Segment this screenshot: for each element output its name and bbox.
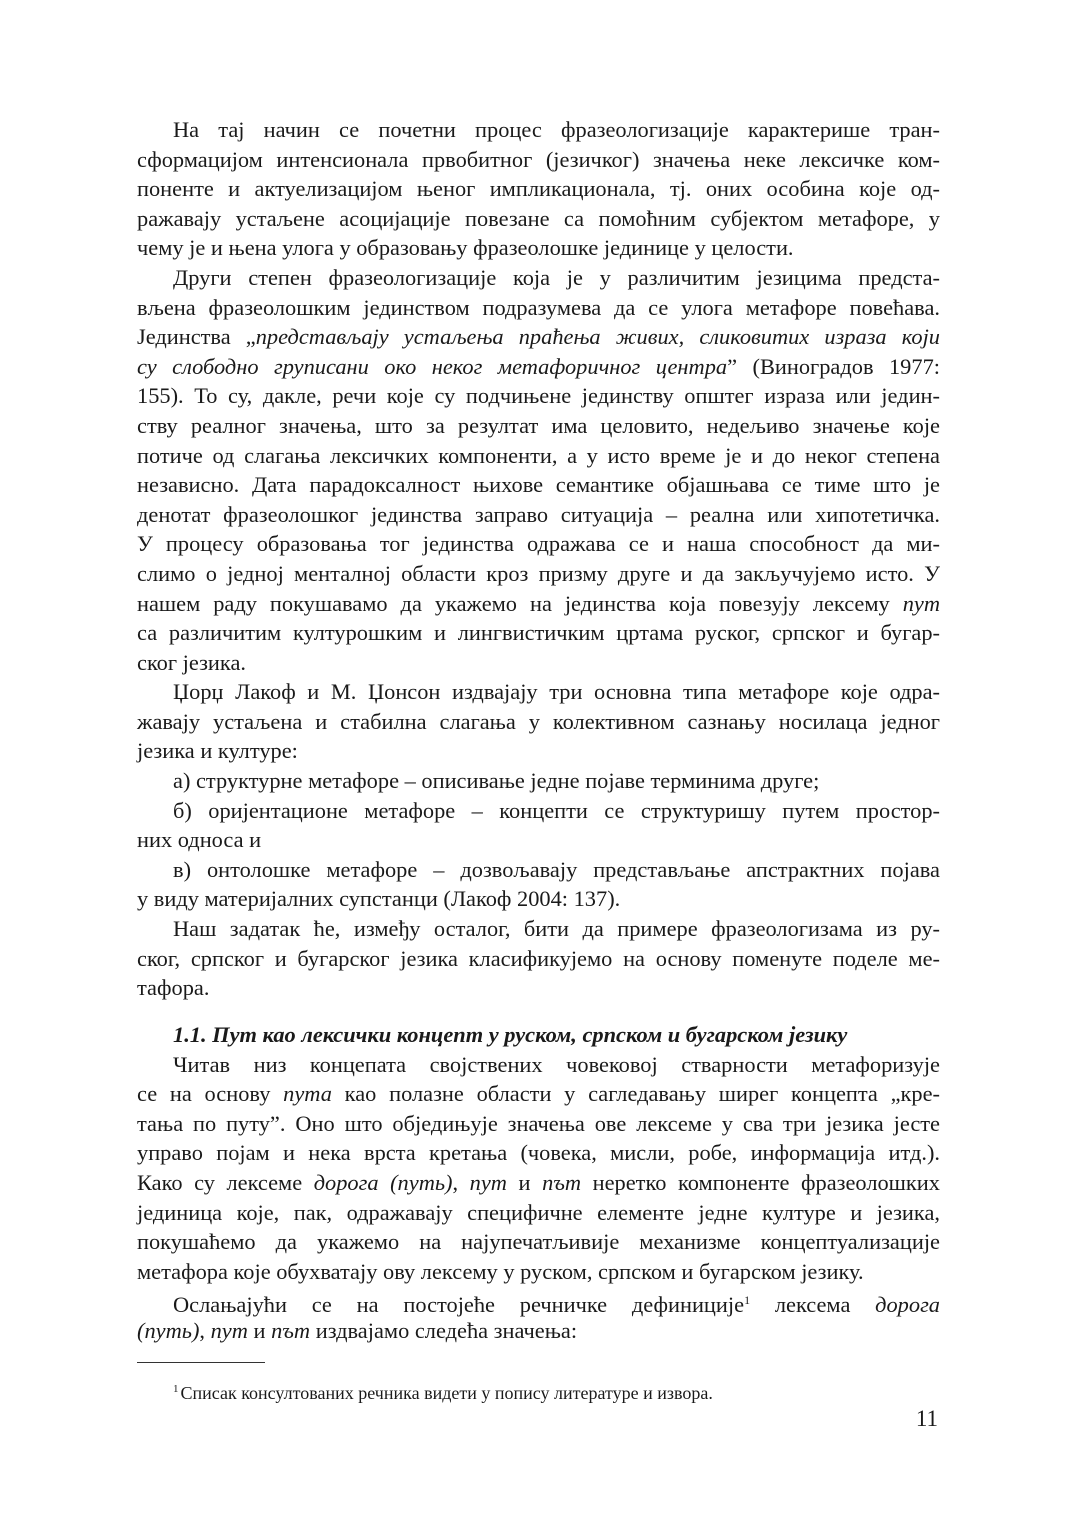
text-line bbox=[137, 470, 940, 500]
text-run: в) онтолошке метафоре – дозвољавају представљање апстрактних појава bbox=[173, 856, 940, 882]
text-line bbox=[137, 796, 940, 826]
text-run: Јединства „ bbox=[137, 324, 256, 350]
italic-text: пут bbox=[469, 1169, 507, 1195]
text-run: и bbox=[247, 1317, 272, 1343]
text-line bbox=[137, 381, 940, 411]
italic-text: дорога (путь) bbox=[313, 1169, 453, 1195]
text-line bbox=[137, 115, 940, 145]
text-line bbox=[137, 1138, 940, 1168]
italic-text: (путь) bbox=[137, 1317, 200, 1343]
text-run: вљена фразеолошким јединством подразумева да се улога метафоре повећава. bbox=[137, 294, 940, 320]
text-run: Џорџ Лакоф и М. Џонсон издвајају три основна типа метафоре које одра- bbox=[173, 679, 940, 705]
text-line bbox=[137, 263, 940, 293]
text-line bbox=[137, 1286, 940, 1316]
text-run: издвајамо следећа значења: bbox=[310, 1317, 578, 1343]
text-line bbox=[137, 1316, 940, 1346]
body-text-section bbox=[137, 115, 940, 1003]
text-run: , bbox=[199, 1317, 211, 1343]
text-line bbox=[137, 973, 940, 1003]
text-line bbox=[137, 944, 940, 974]
text-run: независно. Дата парадоксалност њихове семантике објашњава се тиме што је bbox=[137, 472, 940, 498]
text-line bbox=[137, 1050, 940, 1080]
text-run: језика и културе: bbox=[137, 738, 298, 764]
text-line bbox=[137, 441, 940, 471]
text-run: неретко компоненте фразеолошких bbox=[581, 1169, 940, 1195]
italic-text: пута bbox=[283, 1081, 332, 1107]
text-line bbox=[137, 1257, 940, 1287]
text-line bbox=[137, 322, 940, 352]
text-line bbox=[137, 529, 940, 559]
text-line bbox=[137, 204, 940, 234]
text-run: них односа и bbox=[137, 827, 262, 853]
italic-text: пут bbox=[902, 590, 940, 616]
text-run: Ослањајући се на постојеће речничке дефиниције bbox=[173, 1292, 745, 1318]
text-run: слимо о једној менталној области кроз призму друге и да закључујемо исто. У bbox=[137, 560, 940, 586]
text-run: Наш задатак ће, између осталог, бити да примере фразеологизама из ру- bbox=[173, 916, 940, 942]
text-run: метафора које обухватају ову лексему у руском, српском и бугарском језику. bbox=[137, 1258, 864, 1284]
text-run: покушаћемо да укажемо на најупечатљивије механизме концептуализације bbox=[137, 1229, 940, 1255]
text-run: тафора. bbox=[137, 975, 210, 1001]
section-heading bbox=[137, 1020, 940, 1050]
text-line bbox=[137, 145, 940, 175]
text-line bbox=[137, 825, 940, 855]
text-run: нашем раду покушавамо да укажемо на јединства која повезују лексему bbox=[137, 590, 903, 616]
footnote-mark: 1 bbox=[173, 1383, 179, 1395]
text-line bbox=[137, 233, 940, 263]
footnote-text: Списак консултованих речника видети у попису литературе и извора. bbox=[180, 1383, 713, 1403]
text-run: ” (Виноградов 1977: bbox=[727, 353, 940, 379]
text-run: ражавају устаљене асоцијације повезане са помоћним субјектом метафоре, у bbox=[137, 205, 940, 231]
text-line bbox=[137, 589, 940, 619]
text-run: чему је и њена улога у образовању фразеолошке јединице у целости. bbox=[137, 235, 794, 261]
text-run: ству реалног значења, што за резултат има целовито, недељиво значење које bbox=[137, 412, 940, 438]
text-run: денотат фразеолошког јединства заправо ситуација – реална или хипотетичка. bbox=[137, 501, 940, 527]
subsection-1-1 bbox=[137, 1020, 940, 1346]
text-line bbox=[137, 677, 940, 707]
text-line bbox=[137, 1079, 940, 1109]
italic-text: път bbox=[542, 1169, 582, 1195]
text-run: 155). То су, дакле, речи које су подчињене јединству општег израза или једин- bbox=[137, 383, 940, 409]
text-line bbox=[137, 1198, 940, 1228]
text-run: , bbox=[452, 1169, 470, 1195]
text-line bbox=[137, 648, 940, 678]
text-line bbox=[137, 766, 940, 796]
footnote-reference: 1 bbox=[744, 1293, 751, 1308]
text-line bbox=[137, 352, 940, 382]
text-run: Читав низ концепата својствених човековој стварности метафоризује bbox=[173, 1051, 940, 1077]
text-line bbox=[137, 1227, 940, 1257]
text-run: Други степен фразеологизације која је у различитим језицима предста- bbox=[173, 264, 940, 290]
italic-text: представљају устаљења праћења живих, сликовитих израза који bbox=[255, 324, 940, 350]
text-line bbox=[137, 293, 940, 323]
text-run: у виду материјалних супстанци (Лакоф 2004: 137). bbox=[137, 886, 621, 912]
text-run: тања по путу”. Оно што обједињује значења ове лексеме у сва три језика јесте bbox=[137, 1110, 940, 1136]
text-run: На тај начин се почетни процес фразеологизације карактерише тран- bbox=[173, 117, 940, 142]
text-line bbox=[137, 884, 940, 914]
text-line bbox=[137, 1168, 940, 1198]
text-run: жавају устаљена и стабилна слагања у колективном сазнању носилаца једног bbox=[137, 708, 940, 734]
italic-text: път bbox=[271, 1317, 311, 1343]
text-line bbox=[137, 707, 940, 737]
text-line bbox=[137, 914, 940, 944]
text-run: управо појам и нека врста кретања (човека, мисли, робе, информација итд.). bbox=[137, 1140, 940, 1166]
text-line bbox=[137, 500, 940, 530]
text-line bbox=[137, 855, 940, 885]
text-run: се на основу bbox=[137, 1081, 284, 1107]
text-run: ског језика. bbox=[137, 649, 246, 675]
text-line bbox=[137, 1109, 940, 1139]
text-run: лексема bbox=[750, 1292, 876, 1318]
text-run: ског, српског и бугарског језика класификујемо на основу поменуте поделе ме- bbox=[137, 945, 940, 971]
text-run: са различитим културошким и лингвистичким цртама руског, српског и бугар- bbox=[137, 620, 940, 646]
page-number: 11 bbox=[915, 1406, 938, 1431]
footnote-separator bbox=[137, 1362, 265, 1363]
text-run: сформацијом интенсионала првобитног (језичког) значења неке лексичке ком- bbox=[137, 146, 940, 172]
text-run: У процесу образовања тог јединства одражава се и наша способност да ми- bbox=[137, 531, 940, 557]
footnote bbox=[173, 1377, 713, 1405]
italic-text: дорога bbox=[875, 1292, 940, 1318]
text-run: јединица које, пак, одражавају специфичне елементе једне културе и језика, bbox=[137, 1199, 940, 1225]
text-line bbox=[137, 174, 940, 204]
text-run: потиче од слагања лексичких компоненти, а у исто време је и до неког степена bbox=[137, 442, 940, 468]
text-line bbox=[137, 559, 940, 589]
text-run: као полазне области у сагледавању ширег концепта „кре- bbox=[331, 1081, 941, 1107]
text-line bbox=[137, 411, 940, 441]
text-run: Како су лексеме bbox=[137, 1169, 314, 1195]
text-line bbox=[137, 736, 940, 766]
italic-text: су слободно груписани око неког метафоричног центра bbox=[137, 353, 728, 379]
text-line bbox=[137, 618, 940, 648]
text-run: б) оријентационе метафоре – концепти се структуришу путем простор- bbox=[173, 797, 940, 823]
text-run: 1.1. Пут као лексички концепт у руском, српском и бугарском језику bbox=[173, 1022, 848, 1047]
text-run: поненте и актуелизацијом њеног импликационала, тј. оних особина које од- bbox=[137, 176, 940, 202]
text-run: а) структурне метафоре – описивање једне појаве терминима друге; bbox=[173, 768, 820, 794]
italic-text: пут bbox=[210, 1317, 248, 1343]
text-run: и bbox=[506, 1169, 543, 1195]
